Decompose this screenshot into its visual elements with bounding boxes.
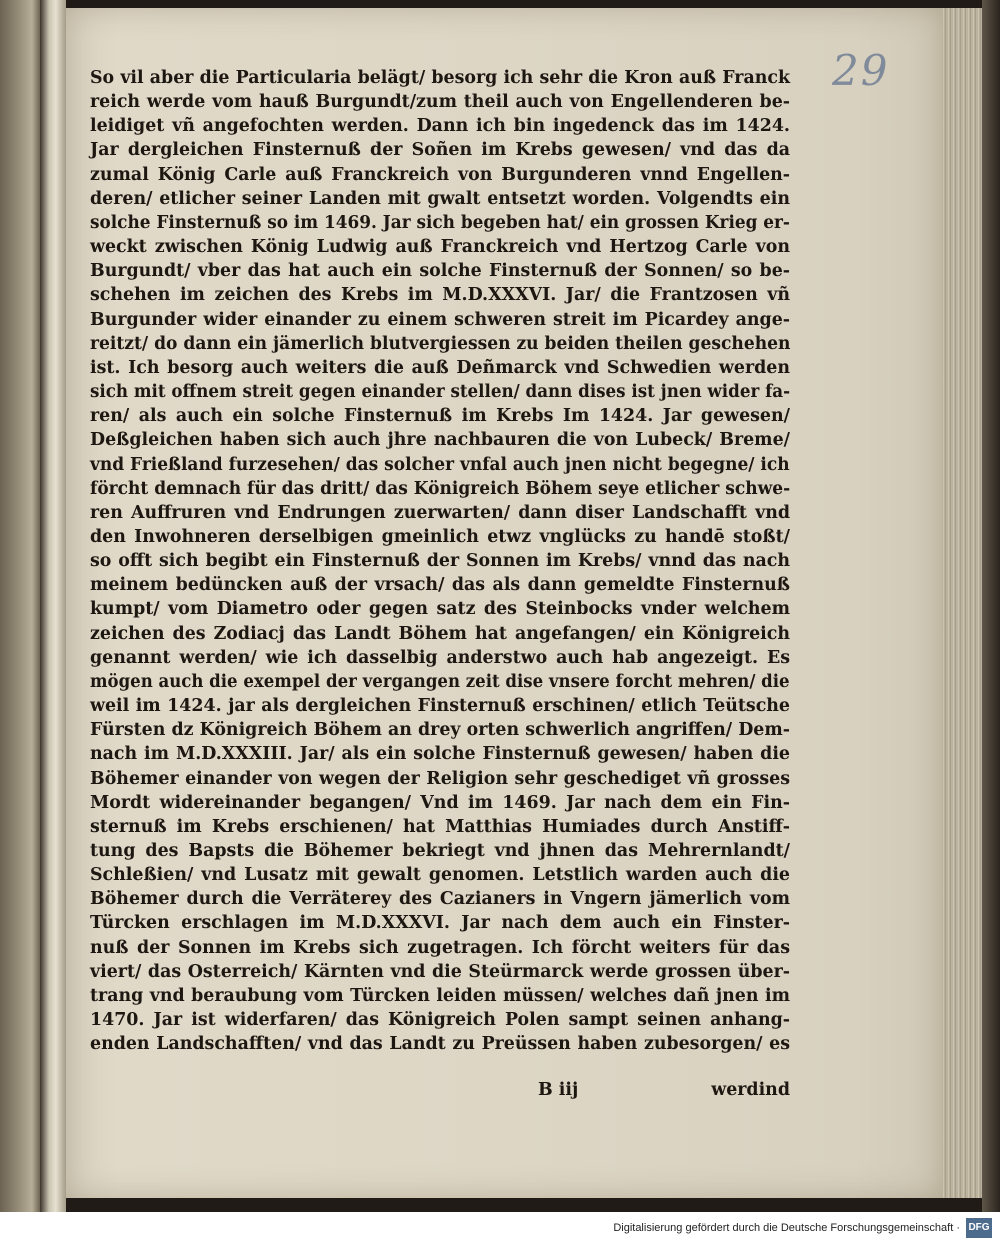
text-line: deren/ etlicher seiner Landen mit gwalt entsetzt worden. Volgendts ein xyxy=(90,188,790,209)
text-line: Burgunder wider einander zu einem schweren streit im Picardey ange- xyxy=(90,309,790,330)
text-line: sich mit offnem streit gegen einander stellen/ dann dises ist jnen wider fa- xyxy=(90,382,790,403)
text-line: 1470. Jar ist widerfaren/ das Königreich Polen sampt seinen anhang- xyxy=(90,1010,790,1031)
text-line: reitzt/ do dann ein jämerlich blutvergiessen zu beiden theilen geschehen xyxy=(90,333,791,354)
text-line: meinem bedüncken auß der vrsach/ das als dann gemeldte Finsternuß xyxy=(90,575,790,596)
text-line: Böhemer durch die Verräterey des Cazianers in Vngern jämerlich vom xyxy=(90,889,790,910)
text-line: zumal König Carle auß Franckreich von Burgunderen vnnd Engellen- xyxy=(90,164,790,185)
credit-text: Digitalisierung gefördert durch die Deutsche Forschungsgemeinschaft · xyxy=(613,1222,960,1234)
text-line: ren/ als auch ein solche Finsternuß im Krebs Im 1424. Jar gewesen/ xyxy=(90,406,790,427)
text-line: nach im M.D.XXXIII. Jar/ als ein solche Finsternuß gewesen/ haben die xyxy=(90,744,790,765)
text-line: ist. Ich besorg auch weiters die auß Deñmarck vnd Schwedien werden xyxy=(90,357,790,378)
facing-page-edge xyxy=(0,0,40,1212)
credit-bar xyxy=(0,1212,1000,1248)
text-line: nuß der Sonnen im Krebs sich zugetragen. Ich förcht weiters für das xyxy=(90,937,790,958)
text-line: vnd Frießland furzesehen/ das solcher vnfal auch jnen nicht begegne/ ich xyxy=(90,454,790,475)
text-line: leidiget vñ angefochten werden. Dann ich bin ingedenck das im 1424. xyxy=(90,116,790,137)
text-line: mögen auch die exempel der vergangen zeit dise vnsere forcht mehren/ die xyxy=(90,671,790,692)
text-line: zeichen des Zodiacj das Landt Böhem hat angefangen/ ein Königreich xyxy=(90,623,790,644)
text-line: kumpt/ vom Diametro oder gegen satz des Steinbocks vnder welchem xyxy=(90,599,790,620)
text-line: Türcken erschlagen im M.D.XXXVI. Jar nach dem auch ein Finster- xyxy=(90,913,790,934)
folio-number: 29 xyxy=(832,46,890,95)
text-line: den Inwohneren derselbigen gmeinlich etwz vnglücks zu handē stoßt/ xyxy=(90,526,790,547)
catchword: werdind xyxy=(711,1080,790,1100)
text-line: tung des Bapsts die Böhemer bekriegt vnd jhnen das Mehrernlandt/ xyxy=(90,841,790,861)
text-line: enden Landschafften/ vnd das Landt zu Preüssen haben zubesorgen/ es xyxy=(90,1034,790,1055)
text-line: solche Finsternuß so im 1469. Jar sich begeben hat/ ein grossen Krieg er- xyxy=(90,212,790,233)
page-stack-edges xyxy=(942,8,982,1198)
book-gutter xyxy=(40,0,66,1212)
text-line: Jar dergleichen Finsternuß der Soñen im Krebs gewesen/ vnd das da xyxy=(90,140,790,161)
text-line: trang vnd beraubung vom Türcken leiden müssen/ welches dañ jnen im xyxy=(90,985,790,1006)
text-line: Böhemer einander von wegen der Religion sehr geschediget vñ grosses xyxy=(90,768,790,789)
text-line: weckt zwischen König Ludwig auß Franckreich vnd Hertzog Carle von xyxy=(90,237,790,258)
text-line: Burgundt/ vber das hat auch ein solche Finsternuß der Sonnen/ so be- xyxy=(90,261,790,282)
text-line: ren Auffruren vnd Endrungen zuerwarten/ dann diser Landschafft vnd xyxy=(90,502,790,523)
text-block xyxy=(90,66,790,1056)
text-line: Fürsten dz Königreich Böhem an drey orten schwerlich angriffen/ Dem- xyxy=(90,720,790,741)
text-line: so offt sich begibt ein Finsternuß der Sonnen im Krebs/ vnnd das nach xyxy=(90,551,790,572)
text-line: Mordt widereinander begangen/ Vnd im 1469. Jar nach dem ein Fin- xyxy=(90,792,790,813)
page-edge-shadow xyxy=(982,0,1000,1212)
page-footer xyxy=(90,1080,790,1106)
text-line: reich werde vom hauß Burgundt/zum theil auch von Engellenderen be- xyxy=(90,92,790,113)
text-line: So vil aber die Particularia belägt/ besorg ich sehr die Kron auß Franck xyxy=(90,68,790,88)
dfg-logo-icon: DFG xyxy=(966,1218,992,1238)
text-line: genannt werden/ wie ich dasselbig anderstwo auch hab angezeigt. Es xyxy=(90,647,790,668)
text-line: Deßgleichen haben sich auch jhre nachbauren die von Lubeck/ Breme/ xyxy=(90,430,790,451)
signature-mark: B iij xyxy=(538,1080,579,1100)
text-line: sternuß im Krebs erschienen/ hat Matthias Humiades durch Anstiff- xyxy=(90,816,790,837)
text-line: Schleßien/ vnd Lusatz mit gewalt genomen. Letstlich warden auch die xyxy=(90,865,790,886)
text-line: weil im 1424. jar als dergleichen Finsternuß erschinen/ etlich Teütsche xyxy=(90,696,790,717)
text-line: schehen im zeichen des Krebs im M.D.XXXVI. Jar/ die Frantzosen vñ xyxy=(90,285,790,306)
text-line: viert/ das Osterreich/ Kärnten vnd die Steürmarck werde grossen über- xyxy=(90,961,790,982)
text-line: förcht demnach für das dritt/ das Königreich Böhem seye etlicher schwe- xyxy=(90,478,791,499)
